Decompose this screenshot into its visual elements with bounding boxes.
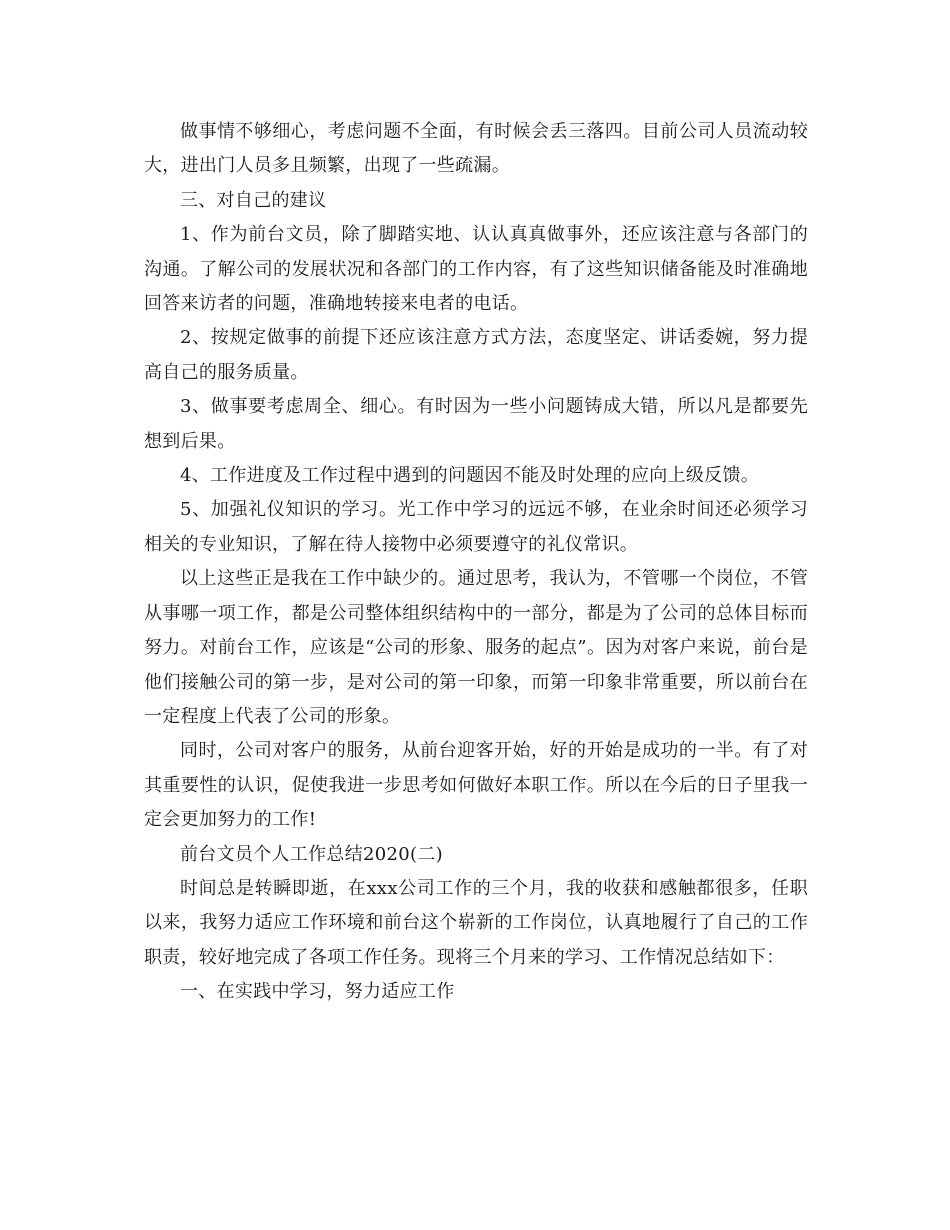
list-item: 4、工作进度及工作过程中遇到的问题因不能及时处理的应向上级反馈。	[180, 465, 760, 487]
document-subtitle: 前台文员个人工作总结2020(二)	[180, 843, 443, 865]
paragraph: 做事情不够细心，考虑问题不全面，有时候会丢三落四。目前公司人员流动较大，进出门人员多且频繁，出现了一些疏漏。	[144, 121, 808, 177]
paragraph: 同时，公司对客户的服务，从前台迎客开始，好的开始是成功的一半。有了对其重要性的认识，促使我进一步思考如何做好本职工作。所以在今后的日子里我一定会更加努力的工作!	[144, 740, 808, 831]
list-item: 3、做事要考虑周全、细心。有时因为一些小问题铸成大错，所以凡是都要先想到后果。	[144, 396, 808, 452]
paragraph: 以上这些正是我在工作中缺少的。通过思考，我认为，不管哪一个岗位，不管从事哪一项工作，都是公司整体组织结构中的一部分，都是为了公司的总体目标而努力。对前台工作，应该是“公司的形象、服务的起点”。因为对客户来说，前台是他们接触公司的第一步，是对公司的第一印象，而第一印象非常重要，所以前台在一定程度上代表了公司的形象。	[144, 568, 808, 727]
list-item: 2、按规定做事的前提下还应该注意方式方法，态度坚定、讲话委婉，努力提高自己的服务质量。	[144, 327, 808, 383]
paragraph: 时间总是转瞬即逝，在xxx公司工作的三个月，我的收获和感触都很多，任职以来，我努力适应工作环境和前台这个崭新的工作岗位，认真地履行了自己的工作职责，较好地完成了各项工作任务。现将三个月来的学习、工作情况总结如下：	[144, 877, 808, 968]
list-item: 1、作为前台文员，除了脚踏实地、认认真真做事外，还应该注意与各部门的沟通。了解公司的发展状况和各部门的工作内容，有了这些知识储备能及时准确地回答来访者的问题，准确地转接来电者的电话。	[144, 224, 808, 315]
document-body	[144, 115, 808, 1010]
section-heading: 一、在实践中学习，努力适应工作	[180, 981, 455, 1003]
list-item: 5、加强礼仪知识的学习。光工作中学习的远远不够，在业余时间还必须学习相关的专业知识，了解在待人接物中必须要遵守的礼仪常识。	[144, 499, 808, 555]
section-heading: 三、对自己的建议	[180, 189, 327, 211]
